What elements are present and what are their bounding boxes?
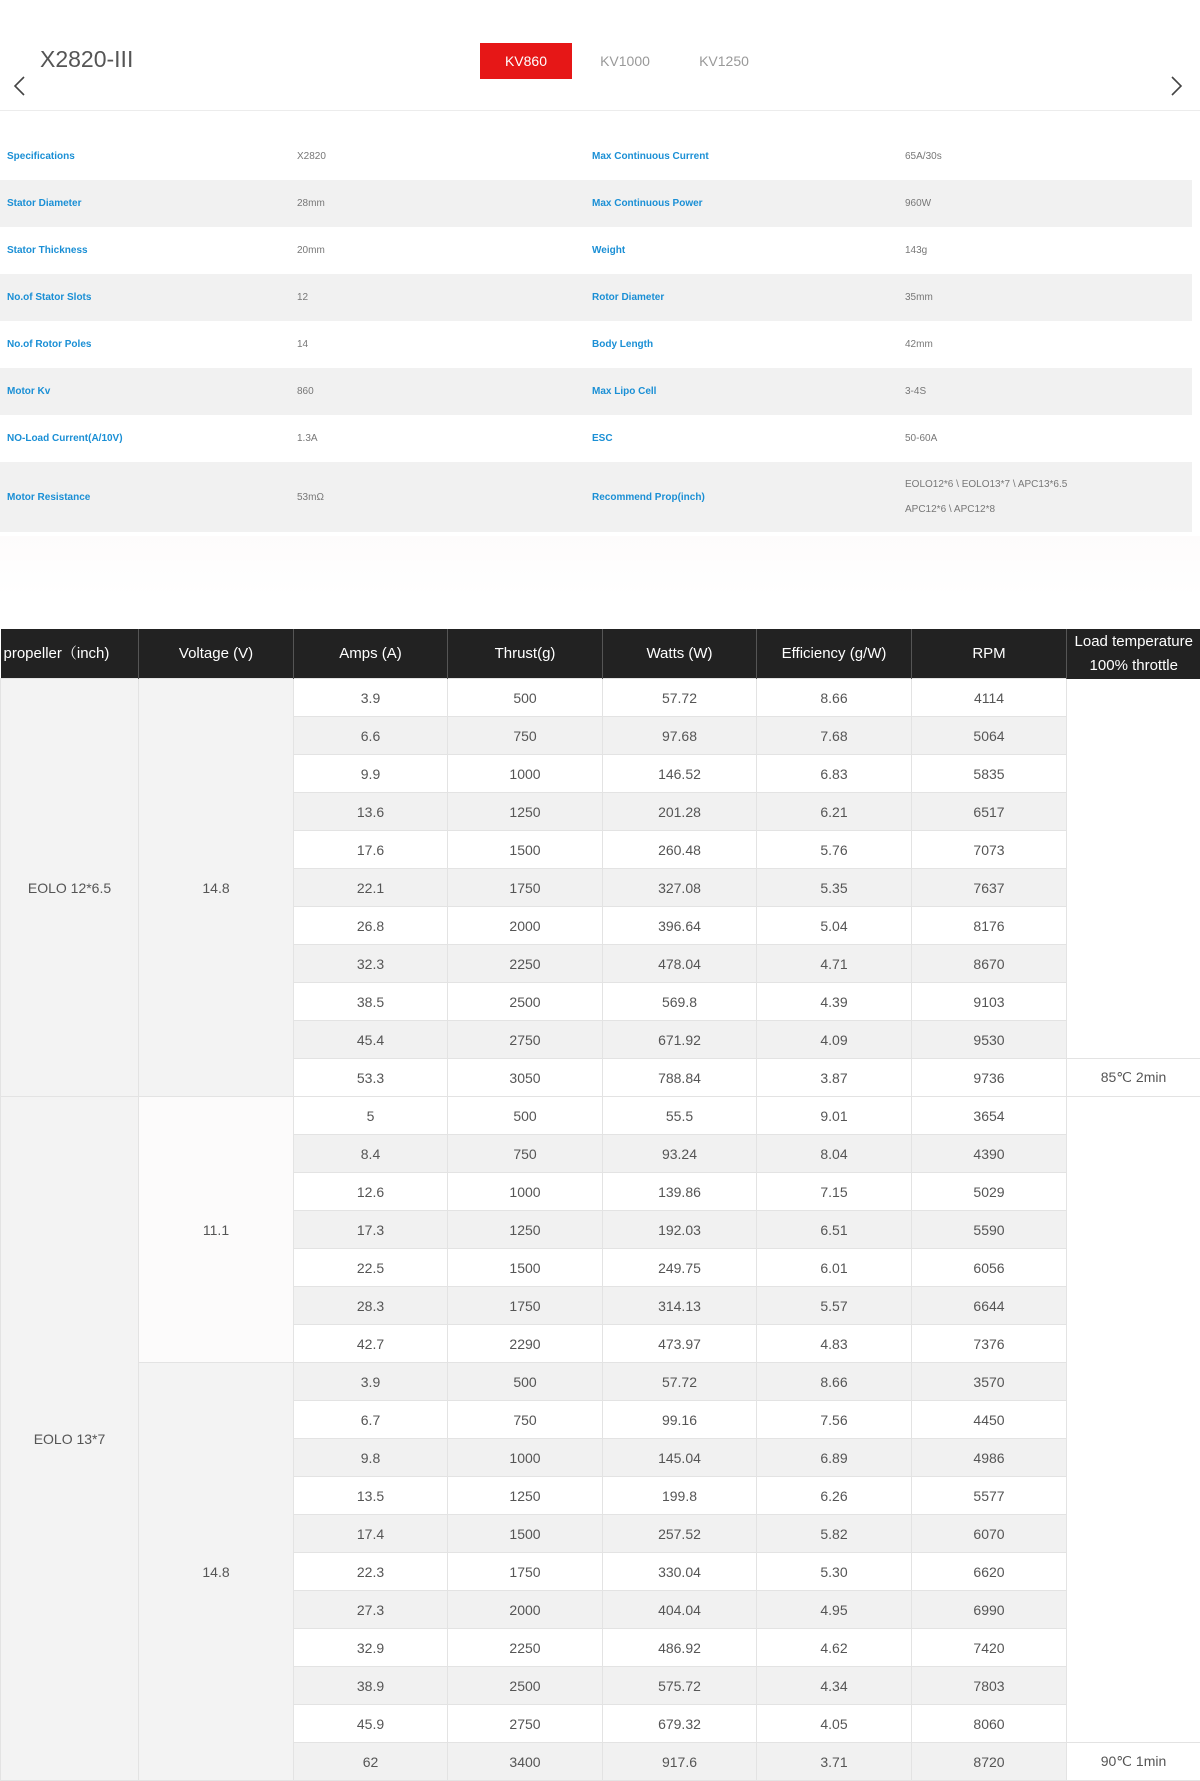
spec-value: 14 [290,321,585,368]
rpm-cell: 3570 [912,1363,1067,1401]
rpm-cell: 4390 [912,1135,1067,1173]
tab-kv1250[interactable]: KV1250 [678,43,770,79]
amps-cell: 22.5 [294,1249,448,1287]
rpm-cell: 8720 [912,1743,1067,1781]
efficiency-cell: 4.71 [757,945,912,983]
efficiency-cell: 4.95 [757,1591,912,1629]
spec-row [0,462,1192,532]
tab-kv1000[interactable]: KV1000 [579,43,671,79]
watts-cell: 55.5 [603,1097,757,1135]
spec-value: 1.3A [290,415,585,462]
amps-cell: 9.9 [294,755,448,793]
spec-label: No.of Rotor Poles [0,321,290,368]
spec-row [0,415,1192,462]
thrust-cell: 2250 [448,1629,603,1667]
thrust-cell: 1750 [448,1553,603,1591]
rpm-cell: 6517 [912,793,1067,831]
amps-cell: 28.3 [294,1287,448,1325]
thrust-cell: 1500 [448,1249,603,1287]
spec-label: Max Continuous Power [585,180,898,227]
recommended-prop-line: APC12*6 \ APC12*8 [905,497,1192,522]
rpm-cell: 6056 [912,1249,1067,1287]
spec-label: Max Lipo Cell [585,368,898,415]
amps-cell: 8.4 [294,1135,448,1173]
spec-value: 3-4S [898,368,1192,415]
thrust-cell: 2000 [448,1591,603,1629]
watts-cell: 260.48 [603,831,757,869]
spec-value: 860 [290,368,585,415]
rpm-cell: 7376 [912,1325,1067,1363]
spec-value: 50-60A [898,415,1192,462]
efficiency-cell: 6.83 [757,755,912,793]
amps-cell: 17.6 [294,831,448,869]
efficiency-cell: 8.66 [757,679,912,717]
spec-row [0,180,1192,227]
rpm-cell: 8670 [912,945,1067,983]
watts-cell: 201.28 [603,793,757,831]
thrust-cell: 750 [448,1135,603,1173]
thrust-cell: 2500 [448,1667,603,1705]
efficiency-cell: 4.05 [757,1705,912,1743]
rpm-cell: 9103 [912,983,1067,1021]
spec-row [0,274,1192,321]
amps-cell: 45.9 [294,1705,448,1743]
efficiency-cell: 5.30 [757,1553,912,1591]
rpm-cell: 8060 [912,1705,1067,1743]
thrust-cell: 500 [448,1363,603,1401]
thrust-cell: 1500 [448,831,603,869]
thrust-cell: 2000 [448,907,603,945]
header-amps: Amps (A) [294,629,448,679]
spec-value: 35mm [898,274,1192,321]
watts-cell: 404.04 [603,1591,757,1629]
efficiency-cell: 4.39 [757,983,912,1021]
efficiency-cell: 6.51 [757,1211,912,1249]
spec-value: 42mm [898,321,1192,368]
load-temperature-cell: 85℃ 2min [1067,1059,1200,1097]
rpm-cell: 6644 [912,1287,1067,1325]
tab-kv860[interactable]: KV860 [480,43,572,79]
watts-cell: 330.04 [603,1553,757,1591]
spec-label: Specifications [0,133,290,180]
spec-value: X2820 [290,133,585,180]
header-propeller: propeller（inch) [1,629,139,679]
spec-row [0,133,1192,180]
efficiency-cell: 4.09 [757,1021,912,1059]
spec-label: ESC [585,415,898,462]
efficiency-cell: 3.87 [757,1059,912,1097]
spec-value: 65A/30s [898,133,1192,180]
watts-cell: 679.32 [603,1705,757,1743]
thrust-cell: 1000 [448,1439,603,1477]
spec-label: Body Length [585,321,898,368]
efficiency-cell: 9.01 [757,1097,912,1135]
thrust-cell: 3400 [448,1743,603,1781]
rpm-cell: 6070 [912,1515,1067,1553]
amps-cell: 17.4 [294,1515,448,1553]
efficiency-cell: 5.04 [757,907,912,945]
watts-cell: 396.64 [603,907,757,945]
rpm-cell: 7803 [912,1667,1067,1705]
thrust-cell: 1000 [448,1173,603,1211]
watts-cell: 192.03 [603,1211,757,1249]
load-temperature-spacer [1067,1097,1200,1743]
amps-cell: 3.9 [294,679,448,717]
amps-cell: 62 [294,1743,448,1781]
amps-cell: 53.3 [294,1059,448,1097]
efficiency-cell: 5.76 [757,831,912,869]
spec-label: Recommend Prop(inch) [585,462,898,532]
rpm-cell: 9736 [912,1059,1067,1097]
thrust-cell: 2500 [448,983,603,1021]
watts-cell: 199.8 [603,1477,757,1515]
rpm-cell: 7420 [912,1629,1067,1667]
amps-cell: 22.3 [294,1553,448,1591]
propeller-cell: EOLO 13*7 [1,1097,139,1781]
watts-cell: 99.16 [603,1401,757,1439]
watts-cell: 788.84 [603,1059,757,1097]
header-load-temperature [1067,629,1200,679]
watts-cell: 139.86 [603,1173,757,1211]
next-arrow-button[interactable] [1164,74,1188,98]
watts-cell: 93.24 [603,1135,757,1173]
watts-cell: 249.75 [603,1249,757,1287]
efficiency-cell: 7.68 [757,717,912,755]
watts-cell: 486.92 [603,1629,757,1667]
watts-cell: 327.08 [603,869,757,907]
thrust-cell: 1750 [448,869,603,907]
header-rpm: RPM [912,629,1067,679]
rpm-cell: 5835 [912,755,1067,793]
thrust-cell: 1250 [448,1477,603,1515]
efficiency-cell: 6.21 [757,793,912,831]
thrust-cell: 1250 [448,793,603,831]
watts-cell: 671.92 [603,1021,757,1059]
product-title: X2820-III [40,46,133,73]
efficiency-cell: 8.66 [757,1363,912,1401]
header-thrust: Thrust(g) [448,629,603,679]
propeller-cell: EOLO 12*6.5 [1,679,139,1097]
amps-cell: 3.9 [294,1363,448,1401]
spec-value: 28mm [290,180,585,227]
spec-label: Stator Thickness [0,227,290,274]
spec-label: NO-Load Current(A/10V) [0,415,290,462]
watts-cell: 57.72 [603,1363,757,1401]
spec-row [0,321,1192,368]
thrust-cell: 2750 [448,1705,603,1743]
thrust-cell: 500 [448,1097,603,1135]
efficiency-cell: 5.57 [757,1287,912,1325]
efficiency-cell: 8.04 [757,1135,912,1173]
spec-value: 143g [898,227,1192,274]
watts-cell: 575.72 [603,1667,757,1705]
amps-cell: 32.9 [294,1629,448,1667]
amps-cell: 22.1 [294,869,448,907]
table-row [1,679,1200,717]
efficiency-cell: 6.89 [757,1439,912,1477]
spec-label: Motor Resistance [0,462,290,532]
spec-value: 960W [898,180,1192,227]
rpm-cell: 4450 [912,1401,1067,1439]
efficiency-cell: 3.71 [757,1743,912,1781]
amps-cell: 38.9 [294,1667,448,1705]
spec-label: Max Continuous Current [585,133,898,180]
voltage-cell: 14.8 [139,679,294,1097]
rpm-cell: 9530 [912,1021,1067,1059]
table-row [1,1363,1200,1401]
watts-cell: 314.13 [603,1287,757,1325]
watts-cell: 146.52 [603,755,757,793]
rpm-cell: 8176 [912,907,1067,945]
efficiency-cell: 6.26 [757,1477,912,1515]
thrust-cell: 3050 [448,1059,603,1097]
watts-cell: 97.68 [603,717,757,755]
voltage-cell: 14.8 [139,1363,294,1781]
rpm-cell: 5590 [912,1211,1067,1249]
spec-value: 53mΩ [290,462,585,532]
watts-cell: 473.97 [603,1325,757,1363]
spec-label: Rotor Diameter [585,274,898,321]
rpm-cell: 4114 [912,679,1067,717]
kv-tabs [480,43,777,79]
watts-cell: 145.04 [603,1439,757,1477]
spec-label: Weight [585,227,898,274]
spec-value [898,462,1192,532]
rpm-cell: 5064 [912,717,1067,755]
spec-row [0,227,1192,274]
rpm-cell: 4986 [912,1439,1067,1477]
rpm-cell: 5577 [912,1477,1067,1515]
thrust-cell: 2250 [448,945,603,983]
header-load-temperature-line1: Load temperature [1067,630,1200,654]
product-header [0,0,1200,111]
load-temperature-spacer [1067,679,1200,1059]
rpm-cell: 3654 [912,1097,1067,1135]
recommended-prop-line: EOLO12*6 \ EOLO13*7 \ APC13*6.5 [905,472,1192,497]
thrust-cell: 750 [448,1401,603,1439]
rpm-cell: 5029 [912,1173,1067,1211]
amps-cell: 27.3 [294,1591,448,1629]
amps-cell: 42.7 [294,1325,448,1363]
thrust-cell: 1500 [448,1515,603,1553]
thrust-cell: 500 [448,679,603,717]
watts-cell: 478.04 [603,945,757,983]
performance-body [1,679,1200,1781]
header-watts: Watts (W) [603,629,757,679]
efficiency-cell: 5.35 [757,869,912,907]
section-divider [0,536,1200,596]
efficiency-cell: 6.01 [757,1249,912,1287]
amps-cell: 13.5 [294,1477,448,1515]
watts-cell: 257.52 [603,1515,757,1553]
header-load-temperature-line2: 100% throttle [1067,654,1200,678]
spec-label: No.of Stator Slots [0,274,290,321]
spec-table [0,133,1192,532]
rpm-cell: 6990 [912,1591,1067,1629]
amps-cell: 26.8 [294,907,448,945]
prev-arrow-button[interactable] [8,74,32,98]
performance-table [0,629,1200,1781]
amps-cell: 5 [294,1097,448,1135]
thrust-cell: 1750 [448,1287,603,1325]
header-voltage: Voltage (V) [139,629,294,679]
amps-cell: 32.3 [294,945,448,983]
chevron-right-icon [1164,74,1188,98]
table-row [1,1097,1200,1135]
watts-cell: 917.6 [603,1743,757,1781]
efficiency-cell: 4.34 [757,1667,912,1705]
efficiency-cell: 7.56 [757,1401,912,1439]
spec-label: Motor Kv [0,368,290,415]
efficiency-cell: 4.62 [757,1629,912,1667]
spec-value: 20mm [290,227,585,274]
spec-label: Stator Diameter [0,180,290,227]
amps-cell: 13.6 [294,793,448,831]
rpm-cell: 7073 [912,831,1067,869]
rpm-cell: 6620 [912,1553,1067,1591]
amps-cell: 45.4 [294,1021,448,1059]
amps-cell: 17.3 [294,1211,448,1249]
spec-row [0,368,1192,415]
thrust-cell: 1000 [448,755,603,793]
watts-cell: 57.72 [603,679,757,717]
amps-cell: 6.6 [294,717,448,755]
thrust-cell: 1250 [448,1211,603,1249]
efficiency-cell: 7.15 [757,1173,912,1211]
amps-cell: 6.7 [294,1401,448,1439]
load-temperature-cell: 90℃ 1min [1067,1743,1200,1781]
amps-cell: 38.5 [294,983,448,1021]
thrust-cell: 2290 [448,1325,603,1363]
spec-value: 12 [290,274,585,321]
amps-cell: 9.8 [294,1439,448,1477]
header-efficiency: Efficiency (g/W) [757,629,912,679]
thrust-cell: 2750 [448,1021,603,1059]
efficiency-cell: 4.83 [757,1325,912,1363]
performance-header-row [1,629,1200,679]
chevron-left-icon [8,74,32,98]
watts-cell: 569.8 [603,983,757,1021]
efficiency-cell: 5.82 [757,1515,912,1553]
amps-cell: 12.6 [294,1173,448,1211]
rpm-cell: 7637 [912,869,1067,907]
voltage-cell: 11.1 [139,1097,294,1363]
thrust-cell: 750 [448,717,603,755]
